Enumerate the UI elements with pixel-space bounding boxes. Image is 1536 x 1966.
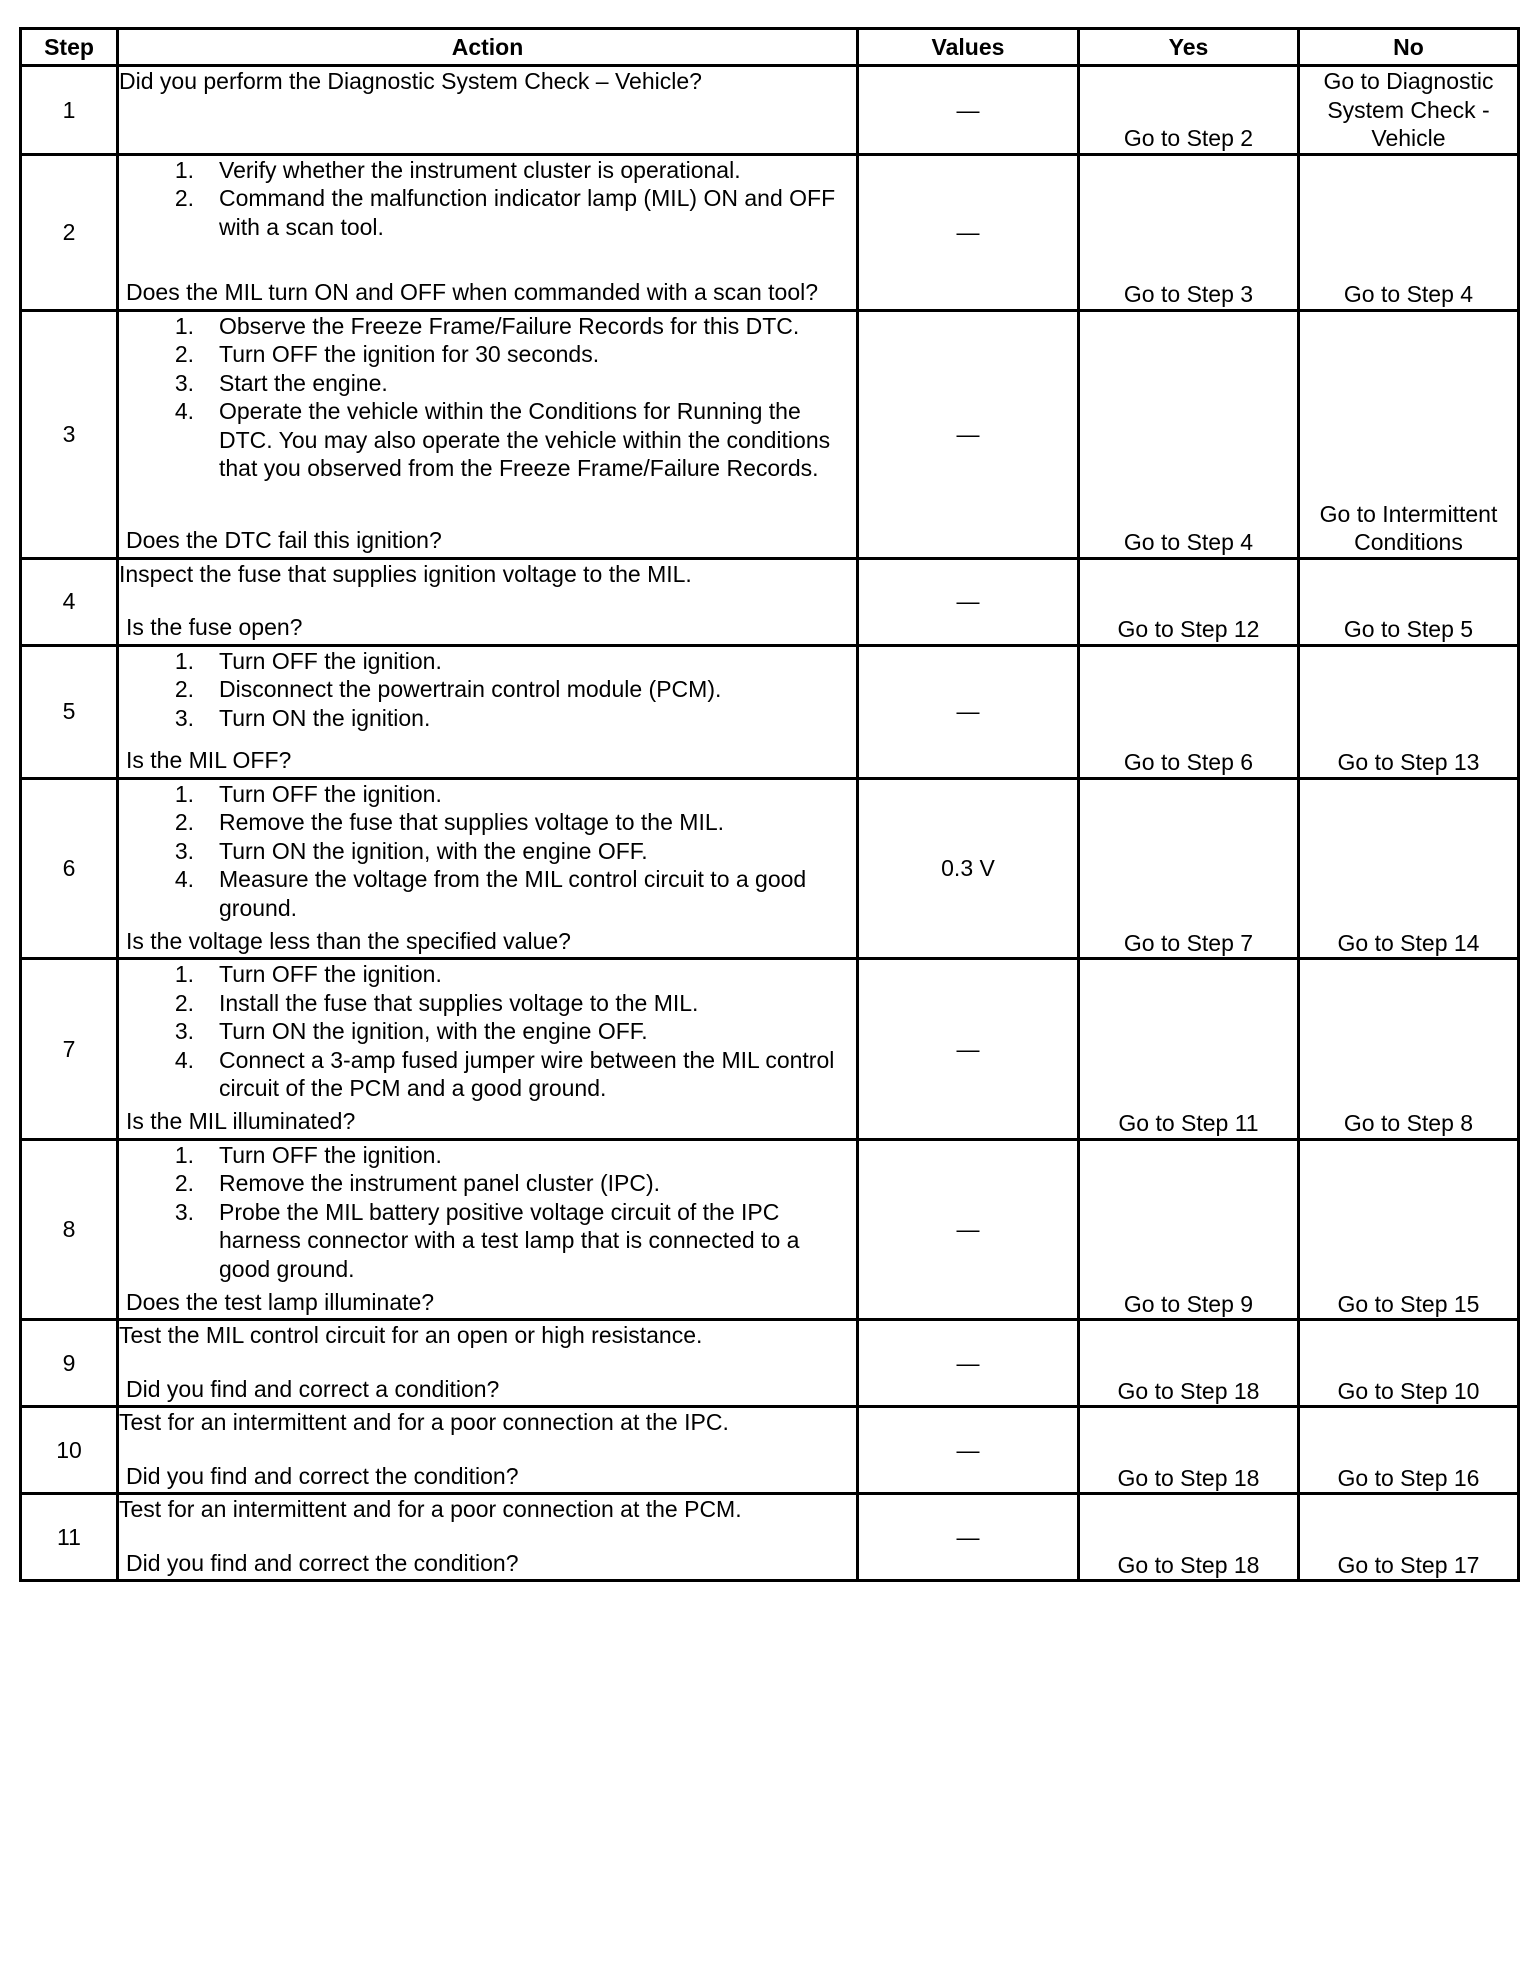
action-step-number: 2. [174, 809, 194, 835]
action-step-number: 1. [174, 780, 194, 807]
table-body [22, 67, 1520, 1582]
header-values: Values [859, 30, 1080, 67]
yes-cell: Go to Step 12 [1080, 560, 1300, 647]
action-step-text: Turn OFF the ignition. [219, 647, 442, 674]
yes-cell: Go to Step 18 [1080, 1495, 1300, 1582]
step-number: 1 [22, 67, 119, 156]
header-step: Step [22, 30, 119, 67]
value-cell: — [859, 67, 1080, 156]
action-step-text: Command the malfunction indicator lamp (MIL) ON and OFF with a scan tool. [219, 185, 836, 240]
action-step-number: 3. [174, 1198, 194, 1225]
action-step-item [119, 1046, 856, 1103]
step-number: 6 [22, 780, 119, 961]
step-number: 2 [22, 156, 119, 312]
table-row [22, 1495, 1520, 1582]
action-steps-list [119, 156, 856, 242]
no-cell: Go to Diagnostic System Check - Vehicle [1300, 67, 1520, 156]
action-question: Does the DTC fail this ignition? [126, 527, 442, 553]
value-cell: 0.3 V [859, 780, 1080, 961]
action-step-text: Turn OFF the ignition for 30 seconds. [219, 341, 600, 367]
action-step-item [119, 369, 856, 398]
yes-cell: Go to Step 3 [1080, 156, 1300, 312]
action-step-text: Turn ON the ignition, with the engine OFF. [219, 837, 648, 864]
value-cell: — [859, 156, 1080, 312]
action-step-text: Connect a 3-amp fused jumper wire between the MIL control circuit of the PCM and a good ground. [219, 1046, 835, 1101]
table-row [22, 312, 1520, 560]
yes-cell: Go to Step 11 [1080, 960, 1300, 1141]
action-lead-text: Test for an intermittent and for a poor connection at the IPC. [119, 1409, 729, 1435]
action-question: Does the test lamp illuminate? [126, 1288, 435, 1315]
action-cell [119, 647, 859, 780]
action-step-number: 1. [174, 312, 194, 339]
action-step-item [119, 675, 856, 704]
action-question: Did you find and correct the condition? [126, 1462, 519, 1489]
action-step-item [119, 184, 856, 241]
action-step-number: 2. [174, 1170, 194, 1196]
step-number: 4 [22, 560, 119, 647]
action-step-text: Remove the instrument panel cluster (IPC). [219, 1170, 661, 1196]
action-step-number: 2. [174, 341, 194, 367]
step-number: 8 [22, 1141, 119, 1322]
no-cell: Go to Step 8 [1300, 960, 1520, 1141]
action-cell [119, 1408, 859, 1495]
action-step-number: 3. [174, 837, 194, 864]
action-cell [119, 312, 859, 560]
action-step-item [119, 1169, 856, 1198]
table-header-row [22, 30, 1520, 67]
action-step-number: 3. [174, 1018, 194, 1044]
no-cell: Go to Step 17 [1300, 1495, 1520, 1582]
action-step-text: Start the engine. [219, 369, 388, 396]
no-cell: Go to Step 5 [1300, 560, 1520, 647]
table-row [22, 780, 1520, 961]
action-step-item [119, 156, 856, 185]
header-yes: Yes [1080, 30, 1300, 67]
table-row [22, 560, 1520, 647]
yes-cell: Go to Step 2 [1080, 67, 1300, 156]
action-step-item [119, 1141, 856, 1170]
action-step-text: Observe the Freeze Frame/Failure Records for this DTC. [219, 312, 800, 339]
action-step-number: 4. [174, 866, 194, 892]
action-lead-text: Did you perform the Diagnostic System Check – Vehicle? [119, 68, 702, 94]
no-cell: Go to Step 15 [1300, 1141, 1520, 1322]
yes-cell: Go to Step 18 [1080, 1321, 1300, 1408]
table-row [22, 960, 1520, 1141]
action-question: Did you find and correct the condition? [126, 1549, 519, 1576]
value-cell: — [859, 1495, 1080, 1582]
action-steps-list [119, 647, 856, 733]
action-step-number: 1. [174, 156, 194, 183]
action-step-item [119, 960, 856, 989]
step-number: 9 [22, 1321, 119, 1408]
yes-cell: Go to Step 9 [1080, 1141, 1300, 1322]
action-cell [119, 1321, 859, 1408]
value-cell: — [859, 1408, 1080, 1495]
action-step-number: 3. [174, 704, 194, 731]
action-step-item [119, 1198, 856, 1284]
action-step-item [119, 704, 856, 733]
action-step-text: Disconnect the powertrain control module (PCM). [219, 676, 722, 702]
action-question: Did you find and correct a condition? [126, 1375, 500, 1402]
action-step-text: Measure the voltage from the MIL control circuit to a good ground. [219, 866, 807, 921]
action-step-text: Probe the MIL battery positive voltage circuit of the IPC harness connector with a test lamp that is connected to a good ground. [219, 1198, 800, 1282]
table-row [22, 647, 1520, 780]
step-number: 5 [22, 647, 119, 780]
action-steps-list [119, 960, 856, 1103]
action-step-number: 1. [174, 647, 194, 674]
action-lead-text: Inspect the fuse that supplies ignition voltage to the MIL. [119, 560, 692, 587]
action-step-item [119, 780, 856, 809]
yes-cell: Go to Step 18 [1080, 1408, 1300, 1495]
table-row [22, 1408, 1520, 1495]
action-step-text: Turn ON the ignition, with the engine OFF. [219, 1018, 648, 1044]
value-cell: — [859, 560, 1080, 647]
header-action: Action [119, 30, 859, 67]
action-step-number: 1. [174, 1141, 194, 1168]
action-question: Is the MIL OFF? [126, 747, 292, 773]
action-step-number: 3. [174, 369, 194, 396]
action-step-text: Turn OFF the ignition. [219, 780, 442, 807]
action-lead-text: Test for an intermittent and for a poor connection at the PCM. [119, 1496, 742, 1522]
action-step-number: 2. [174, 989, 194, 1016]
action-cell [119, 960, 859, 1141]
no-cell: Go to Step 13 [1300, 647, 1520, 780]
action-question: Is the voltage less than the specified value? [126, 927, 571, 954]
action-steps-list [119, 312, 856, 483]
action-question: Is the fuse open? [126, 614, 303, 640]
yes-cell: Go to Step 4 [1080, 312, 1300, 560]
action-step-text: Remove the fuse that supplies voltage to the MIL. [219, 809, 725, 835]
action-cell [119, 1495, 859, 1582]
action-cell [119, 780, 859, 961]
action-cell [119, 156, 859, 312]
value-cell: — [859, 312, 1080, 560]
table-row [22, 1321, 1520, 1408]
action-step-item [119, 312, 856, 341]
action-step-item [119, 647, 856, 676]
value-cell: — [859, 1141, 1080, 1322]
action-step-number: 4. [174, 398, 194, 424]
step-number: 11 [22, 1495, 119, 1582]
action-step-number: 2. [174, 676, 194, 702]
no-cell: Go to Intermittent Conditions [1300, 312, 1520, 560]
table-row [22, 67, 1520, 156]
action-step-item [119, 865, 856, 922]
action-question: Is the MIL illuminated? [126, 1108, 356, 1134]
action-cell [119, 67, 859, 156]
table-row [22, 156, 1520, 312]
header-no: No [1300, 30, 1520, 67]
action-step-number: 4. [174, 1046, 194, 1073]
action-step-item [119, 837, 856, 866]
no-cell: Go to Step 16 [1300, 1408, 1520, 1495]
action-step-number: 1. [174, 961, 194, 987]
no-cell: Go to Step 14 [1300, 780, 1520, 961]
step-number: 7 [22, 960, 119, 1141]
no-cell: Go to Step 4 [1300, 156, 1520, 312]
step-number: 10 [22, 1408, 119, 1495]
yes-cell: Go to Step 6 [1080, 647, 1300, 780]
action-step-text: Verify whether the instrument cluster is operational. [219, 156, 741, 183]
action-step-text: Operate the vehicle within the Conditions for Running the DTC. You may also operate the vehicle within the conditions that you observed from the Freeze Frame/Failure Records. [219, 398, 831, 481]
value-cell: — [859, 960, 1080, 1141]
action-steps-list [119, 1141, 856, 1284]
action-step-item [119, 340, 856, 369]
action-steps-list [119, 780, 856, 923]
action-step-item [119, 989, 856, 1018]
step-number: 3 [22, 312, 119, 560]
action-step-text: Turn OFF the ignition. [219, 961, 442, 987]
action-step-text: Turn OFF the ignition. [219, 1141, 442, 1168]
action-step-number: 2. [174, 185, 194, 211]
action-step-text: Turn ON the ignition. [219, 704, 431, 731]
action-step-item [119, 397, 856, 483]
action-question: Does the MIL turn ON and OFF when commanded with a scan tool? [126, 279, 819, 305]
table-row [22, 1141, 1520, 1322]
action-step-text: Install the fuse that supplies voltage to the MIL. [219, 989, 699, 1016]
yes-cell: Go to Step 7 [1080, 780, 1300, 961]
action-lead-text: Test the MIL control circuit for an open or high resistance. [119, 1322, 703, 1348]
action-cell [119, 1141, 859, 1322]
action-step-item [119, 1017, 856, 1046]
no-cell: Go to Step 10 [1300, 1321, 1520, 1408]
action-cell [119, 560, 859, 647]
action-step-item [119, 808, 856, 837]
diagnostic-table [19, 27, 1520, 1582]
value-cell: — [859, 647, 1080, 780]
value-cell: — [859, 1321, 1080, 1408]
